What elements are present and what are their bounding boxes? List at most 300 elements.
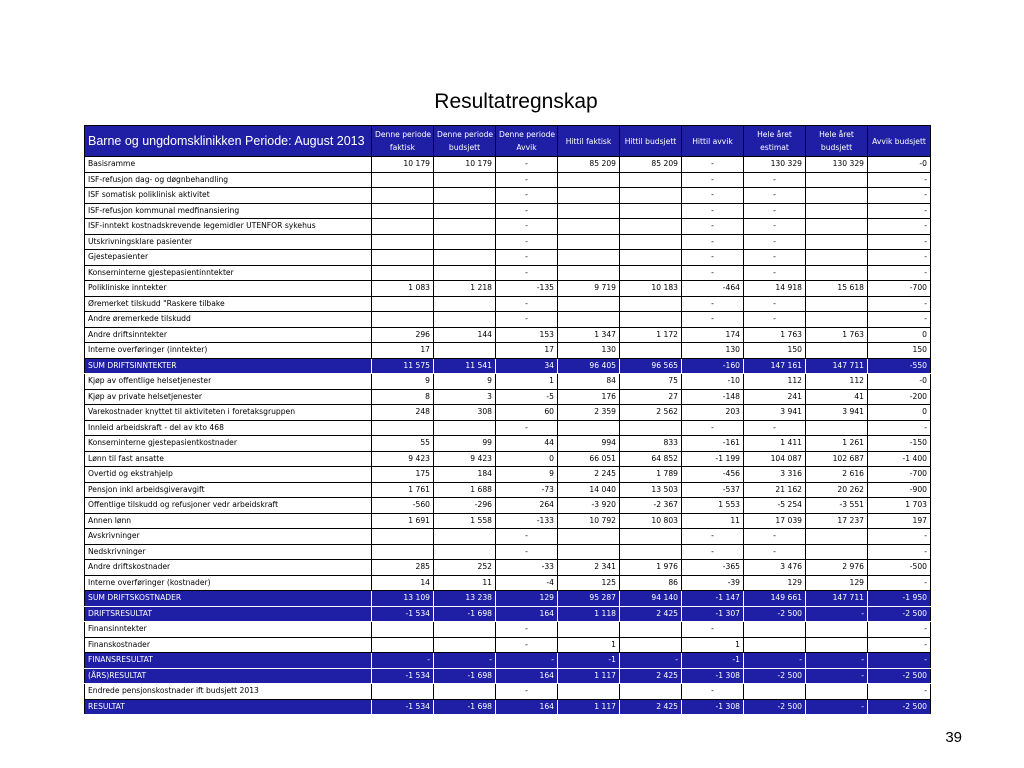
row-value: 1 261	[806, 436, 868, 452]
row-value	[372, 203, 434, 219]
row-value: -2 500	[868, 699, 931, 715]
row-value: 144	[434, 327, 496, 343]
row-value: 2 976	[806, 560, 868, 576]
row-label: Konserninterne gjestepasientkostnader	[85, 436, 372, 452]
table-row	[85, 203, 931, 219]
row-value: 252	[434, 560, 496, 576]
row-value: 17	[372, 343, 434, 359]
row-value: 203	[682, 405, 744, 421]
row-value: 1 172	[620, 327, 682, 343]
row-value: -537	[682, 482, 744, 498]
row-value: -	[682, 296, 744, 312]
row-value: 1 691	[372, 513, 434, 529]
row-value: 10 803	[620, 513, 682, 529]
row-value	[434, 203, 496, 219]
row-value: -	[496, 529, 558, 545]
column-header-line: Denne periode	[375, 130, 432, 139]
row-value	[434, 296, 496, 312]
row-value: -500	[868, 560, 931, 576]
row-value: 10 179	[372, 157, 434, 173]
row-value: 1 118	[558, 606, 620, 622]
row-value: -2 500	[744, 699, 806, 715]
row-value	[558, 544, 620, 560]
row-value: -	[744, 234, 806, 250]
row-value: 9	[434, 374, 496, 390]
row-value	[372, 188, 434, 204]
row-label: Nedskrivninger	[85, 544, 372, 560]
row-value	[620, 622, 682, 638]
row-value: 13 109	[372, 591, 434, 607]
row-label: Øremerket tilskudd "Raskere tilbake	[85, 296, 372, 312]
row-value	[620, 684, 682, 700]
row-value: 3 941	[806, 405, 868, 421]
row-value: 285	[372, 560, 434, 576]
row-value: 14	[372, 575, 434, 591]
sum-row	[85, 591, 931, 607]
column-header-line: Avvik budsjett	[872, 136, 926, 146]
row-value	[434, 265, 496, 281]
row-value: -5	[496, 389, 558, 405]
row-value: -	[496, 265, 558, 281]
row-value: -1 534	[372, 699, 434, 715]
row-value: 20 262	[806, 482, 868, 498]
row-value: -1	[682, 653, 744, 669]
row-value: -	[868, 420, 931, 436]
row-value: 9 719	[558, 281, 620, 297]
row-value	[372, 234, 434, 250]
row-value	[806, 343, 868, 359]
table-row	[85, 327, 931, 343]
row-value: 130 329	[744, 157, 806, 173]
row-value: -	[682, 684, 744, 700]
row-value: -	[744, 529, 806, 545]
row-value: 14 918	[744, 281, 806, 297]
row-value: 1 761	[372, 482, 434, 498]
row-value	[372, 684, 434, 700]
row-value: -135	[496, 281, 558, 297]
row-value	[372, 250, 434, 266]
row-value: -2 367	[620, 498, 682, 514]
row-value: 0	[496, 451, 558, 467]
row-label: SUM DRIFTSINNTEKTER	[85, 358, 372, 374]
row-value: 85 209	[620, 157, 682, 173]
row-value: -	[682, 219, 744, 235]
row-value: 129	[496, 591, 558, 607]
row-value: -	[496, 312, 558, 328]
row-value: -1 400	[868, 451, 931, 467]
row-label: Kjøp av private helsetjenester	[85, 389, 372, 405]
row-value	[806, 637, 868, 653]
row-value: 296	[372, 327, 434, 343]
row-value	[558, 622, 620, 638]
row-value: -464	[682, 281, 744, 297]
row-value: -	[496, 188, 558, 204]
row-label: Varekostnader knyttet til aktiviteten i foretaksgruppen	[85, 405, 372, 421]
row-value: -	[868, 234, 931, 250]
row-value: -161	[682, 436, 744, 452]
row-value: 1 789	[620, 467, 682, 483]
row-value: -	[682, 157, 744, 173]
row-value	[372, 172, 434, 188]
row-value: -0	[868, 374, 931, 390]
row-value: 17 039	[744, 513, 806, 529]
row-value: 86	[620, 575, 682, 591]
row-value	[558, 203, 620, 219]
row-value: -160	[682, 358, 744, 374]
row-value: 0	[868, 405, 931, 421]
row-value	[620, 172, 682, 188]
row-value: 112	[806, 374, 868, 390]
row-value	[434, 188, 496, 204]
row-value: -	[496, 544, 558, 560]
row-value: 95 287	[558, 591, 620, 607]
row-value: -	[868, 684, 931, 700]
row-value	[558, 219, 620, 235]
row-value: -5 254	[744, 498, 806, 514]
row-value: 96 565	[620, 358, 682, 374]
row-value: 150	[868, 343, 931, 359]
column-header-line: budsjett	[448, 143, 481, 152]
table-body	[85, 157, 931, 715]
sum-row	[85, 668, 931, 684]
row-value: 2 425	[620, 668, 682, 684]
row-value: -	[682, 544, 744, 560]
row-value	[620, 420, 682, 436]
row-value: 153	[496, 327, 558, 343]
row-value: -10	[682, 374, 744, 390]
row-value: 99	[434, 436, 496, 452]
row-value: -0	[868, 157, 931, 173]
row-value: 17 237	[806, 513, 868, 529]
column-header	[496, 126, 558, 157]
row-value: 2 359	[558, 405, 620, 421]
row-value: -700	[868, 281, 931, 297]
column-header	[434, 126, 496, 157]
row-value: 85 209	[558, 157, 620, 173]
row-value: -	[496, 637, 558, 653]
row-label: Polikliniske inntekter	[85, 281, 372, 297]
row-value: 2 341	[558, 560, 620, 576]
row-value: 3 316	[744, 467, 806, 483]
row-value: -1 147	[682, 591, 744, 607]
column-header-line: Hele året	[819, 130, 854, 139]
page-number: 39	[945, 729, 962, 746]
row-value: 11 541	[434, 358, 496, 374]
row-value: 130	[682, 343, 744, 359]
row-value: 94 140	[620, 591, 682, 607]
table-row	[85, 513, 931, 529]
row-value	[620, 203, 682, 219]
row-value	[434, 684, 496, 700]
row-value: -	[372, 653, 434, 669]
result-table	[84, 125, 931, 715]
row-value: -2 500	[744, 606, 806, 622]
row-value	[434, 544, 496, 560]
row-value: 14 040	[558, 482, 620, 498]
row-value: 27	[620, 389, 682, 405]
row-value: 2 562	[620, 405, 682, 421]
row-value: -3 920	[558, 498, 620, 514]
table-row	[85, 172, 931, 188]
row-value: -	[806, 653, 868, 669]
row-value	[744, 622, 806, 638]
row-value: -900	[868, 482, 931, 498]
row-value: 10 179	[434, 157, 496, 173]
row-value: 8	[372, 389, 434, 405]
row-value: 1 976	[620, 560, 682, 576]
row-value: -1 308	[682, 699, 744, 715]
row-value: 147 711	[806, 591, 868, 607]
row-value	[558, 250, 620, 266]
row-value: -	[744, 544, 806, 560]
row-label: Basisramme	[85, 157, 372, 173]
row-value: -	[868, 312, 931, 328]
row-value	[620, 265, 682, 281]
row-label: Avskrivninger	[85, 529, 372, 545]
row-value: 0	[868, 327, 931, 343]
row-value: -	[868, 188, 931, 204]
row-value: 13 503	[620, 482, 682, 498]
row-value: 3 476	[744, 560, 806, 576]
row-value	[806, 529, 868, 545]
row-value: 184	[434, 467, 496, 483]
row-value: -1 534	[372, 606, 434, 622]
row-value: -	[434, 653, 496, 669]
row-label: (ÅRS)RESULTAT	[85, 668, 372, 684]
row-value: -700	[868, 467, 931, 483]
table-row	[85, 374, 931, 390]
row-value: 994	[558, 436, 620, 452]
row-value: 176	[558, 389, 620, 405]
row-label: Andre driftsinntekter	[85, 327, 372, 343]
row-value: -	[496, 622, 558, 638]
row-value: -	[868, 653, 931, 669]
table-row	[85, 188, 931, 204]
row-value: 1 558	[434, 513, 496, 529]
row-value: -	[744, 420, 806, 436]
row-label: ISF-inntekt kostnadskrevende legemidler UTENFOR sykehus	[85, 219, 372, 235]
row-value: -	[620, 653, 682, 669]
row-value: 55	[372, 436, 434, 452]
row-label: DRIFTSRESULTAT	[85, 606, 372, 622]
row-value	[806, 296, 868, 312]
row-value: 1	[558, 637, 620, 653]
row-value	[620, 312, 682, 328]
row-value: -1 950	[868, 591, 931, 607]
table-row	[85, 482, 931, 498]
row-value: -	[744, 219, 806, 235]
row-label: SUM DRIFTSKOSTNADER	[85, 591, 372, 607]
row-value: -	[496, 203, 558, 219]
row-value: 164	[496, 606, 558, 622]
row-value	[372, 219, 434, 235]
row-value: -456	[682, 467, 744, 483]
row-value: -	[682, 250, 744, 266]
row-value	[434, 312, 496, 328]
table-row	[85, 343, 931, 359]
row-value: -	[682, 188, 744, 204]
row-value: 147 161	[744, 358, 806, 374]
row-value: 1 553	[682, 498, 744, 514]
row-label: Pensjon inkl arbeidsgiveravgift	[85, 482, 372, 498]
slide-title: Resultatregnskap	[434, 90, 598, 113]
row-value: -33	[496, 560, 558, 576]
row-value	[434, 622, 496, 638]
row-value: -	[868, 265, 931, 281]
row-label: ISF somatisk poliklinisk aktivitet	[85, 188, 372, 204]
row-value	[620, 544, 682, 560]
row-value: 1 083	[372, 281, 434, 297]
row-value	[434, 420, 496, 436]
row-value: -	[806, 606, 868, 622]
row-label: Lønn til fast ansatte	[85, 451, 372, 467]
column-header-line: Denne periode	[437, 130, 494, 139]
row-value: -	[682, 172, 744, 188]
row-value: 64 852	[620, 451, 682, 467]
row-value: -	[744, 172, 806, 188]
row-value: 164	[496, 668, 558, 684]
row-value	[806, 203, 868, 219]
header-row	[85, 126, 931, 157]
row-label: Finansinntekter	[85, 622, 372, 638]
row-value	[558, 172, 620, 188]
row-value: -73	[496, 482, 558, 498]
row-value	[372, 622, 434, 638]
row-value	[744, 637, 806, 653]
row-value: -	[868, 622, 931, 638]
row-value: 102 687	[806, 451, 868, 467]
sum-row	[85, 358, 931, 374]
row-label: Konserninterne gjestepasientinntekter	[85, 265, 372, 281]
row-value: -1 199	[682, 451, 744, 467]
row-value: 1 218	[434, 281, 496, 297]
row-value: 308	[434, 405, 496, 421]
row-value	[372, 296, 434, 312]
row-value: 104 087	[744, 451, 806, 467]
row-value: -	[868, 172, 931, 188]
table-row	[85, 436, 931, 452]
row-value	[558, 529, 620, 545]
row-value: 2 425	[620, 699, 682, 715]
row-value: 2 425	[620, 606, 682, 622]
row-label: Finanskostnader	[85, 637, 372, 653]
row-value: 21 162	[744, 482, 806, 498]
table-row	[85, 405, 931, 421]
row-value: -	[868, 296, 931, 312]
row-value: -148	[682, 389, 744, 405]
column-header-line: Hele året	[757, 130, 792, 139]
row-value: 1 763	[806, 327, 868, 343]
row-value: -365	[682, 560, 744, 576]
table-row	[85, 544, 931, 560]
row-value	[558, 296, 620, 312]
row-value: -	[682, 312, 744, 328]
row-value: -	[868, 637, 931, 653]
row-value: -	[868, 203, 931, 219]
row-value: 150	[744, 343, 806, 359]
row-value: 1	[496, 374, 558, 390]
row-value: -1 308	[682, 668, 744, 684]
row-value: 174	[682, 327, 744, 343]
row-label: Overtid og ekstrahjelp	[85, 467, 372, 483]
table-row	[85, 420, 931, 436]
row-value	[806, 265, 868, 281]
row-value: -1 698	[434, 668, 496, 684]
row-label: ISF-refusjon kommunal medfinansiering	[85, 203, 372, 219]
row-label: Innleid arbeidskraft - del av kto 468	[85, 420, 372, 436]
row-value: -	[744, 203, 806, 219]
row-value: 13 238	[434, 591, 496, 607]
column-header	[620, 126, 682, 157]
row-value: 1	[682, 637, 744, 653]
row-value: 1 703	[868, 498, 931, 514]
table-row	[85, 281, 931, 297]
row-value: -4	[496, 575, 558, 591]
row-value: -	[868, 250, 931, 266]
row-value: -	[682, 234, 744, 250]
sum-row	[85, 653, 931, 669]
row-label: Andre øremerkede tilskudd	[85, 312, 372, 328]
column-header-line: Hittil avvik	[692, 136, 733, 146]
row-value	[434, 172, 496, 188]
row-value: 149 661	[744, 591, 806, 607]
row-value: -	[496, 172, 558, 188]
table-row	[85, 498, 931, 514]
row-value	[434, 343, 496, 359]
row-value: -	[682, 203, 744, 219]
row-value: 3 941	[744, 405, 806, 421]
table-row	[85, 637, 931, 653]
row-value: -	[496, 234, 558, 250]
row-value	[434, 637, 496, 653]
row-value	[372, 529, 434, 545]
row-value: 130	[558, 343, 620, 359]
row-value: 130 329	[806, 157, 868, 173]
row-value: -	[496, 296, 558, 312]
row-label: Gjestepasienter	[85, 250, 372, 266]
row-value	[620, 343, 682, 359]
row-value: -	[496, 420, 558, 436]
row-value: 125	[558, 575, 620, 591]
column-header	[868, 126, 931, 157]
row-label: Utskrivningsklare pasienter	[85, 234, 372, 250]
row-value: 15 618	[806, 281, 868, 297]
table-row	[85, 219, 931, 235]
row-value: 1 763	[744, 327, 806, 343]
row-value: 66 051	[558, 451, 620, 467]
row-value: -	[744, 250, 806, 266]
row-value: -	[806, 699, 868, 715]
row-value	[806, 684, 868, 700]
row-value	[806, 250, 868, 266]
row-value: 17	[496, 343, 558, 359]
row-value: -296	[434, 498, 496, 514]
row-value	[434, 234, 496, 250]
row-value: -	[496, 250, 558, 266]
row-value: 60	[496, 405, 558, 421]
row-value: -1 698	[434, 606, 496, 622]
row-value: -	[682, 420, 744, 436]
row-value: 1 411	[744, 436, 806, 452]
table-row	[85, 467, 931, 483]
table-row	[85, 575, 931, 591]
row-value	[372, 265, 434, 281]
row-value: 129	[744, 575, 806, 591]
row-value	[434, 250, 496, 266]
row-value: 11	[682, 513, 744, 529]
column-header	[558, 126, 620, 157]
row-value: -	[744, 188, 806, 204]
